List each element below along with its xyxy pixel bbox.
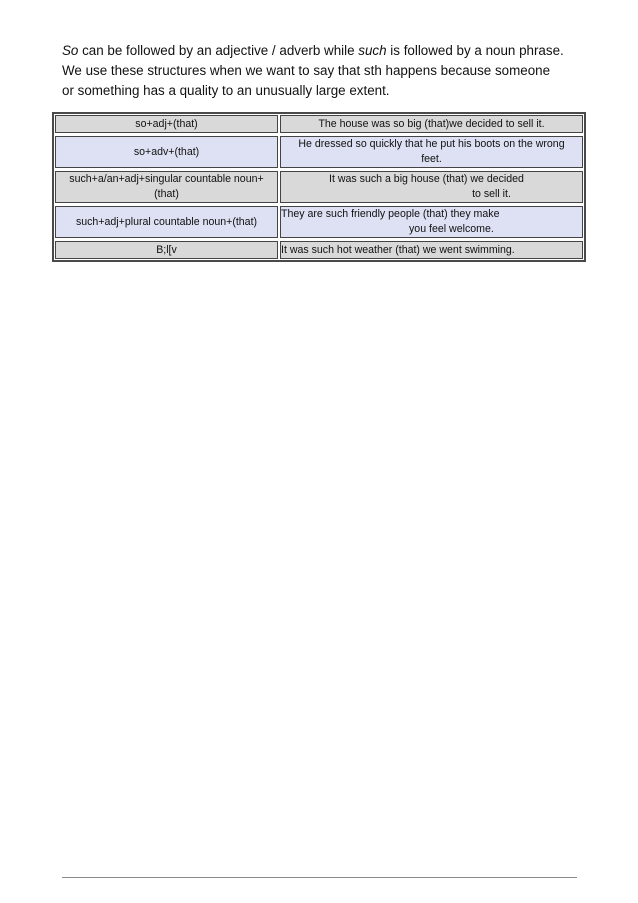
table-row	[54, 114, 584, 134]
intro-line-1	[62, 41, 602, 61]
table-row	[54, 204, 584, 239]
table-row	[54, 239, 584, 260]
example-text-line-1: He dressed so quickly that he put his boots on the wrong	[298, 138, 565, 150]
example-cell	[280, 115, 583, 133]
structure-text: such+adj+plural countable noun+(that)	[75, 215, 258, 228]
table-row	[54, 169, 584, 204]
structure-text-line-2: (that)	[154, 188, 179, 200]
example-cell	[280, 136, 583, 168]
intro-line-2: We use these structures when we want to say that sth happens because someone	[62, 63, 551, 78]
example-text-line-2: feet.	[421, 153, 442, 165]
word-so: So	[62, 43, 79, 58]
example-text-line-1: It was such a big house (that) we decided	[329, 173, 524, 185]
structure-text: so+adj+(that)	[135, 117, 198, 130]
structure-cell	[55, 241, 278, 259]
table-row	[54, 134, 584, 169]
word-such: such	[358, 43, 387, 58]
example-text-line-2: to sell it.	[472, 188, 511, 200]
structure-cell	[55, 206, 278, 238]
example-text-line-1: They are such friendly people (that) they make	[281, 208, 500, 220]
example-cell	[280, 171, 583, 203]
example-cell	[280, 206, 583, 238]
structure-cell	[55, 115, 278, 133]
structure-text: B;l[v	[156, 243, 177, 256]
structure-cell	[55, 171, 278, 203]
structure-text-line-1: such+a/an+adj+singular countable noun+	[69, 173, 264, 185]
intro-line-1-part-b: is followed by a noun phrase.	[386, 43, 564, 58]
example-text-line-2: you feel welcome.	[409, 223, 494, 235]
example-cell	[280, 241, 583, 259]
intro-paragraph	[62, 41, 602, 101]
grammar-table	[52, 112, 586, 262]
structure-text: so+adv+(that)	[133, 145, 200, 158]
intro-line-1-part-a: can be followed by an adjective / adverb while	[78, 43, 359, 58]
footer-divider	[62, 877, 577, 878]
example-text: The house was so big (that)we decided to sell it.	[318, 117, 545, 130]
structure-cell	[55, 136, 278, 168]
example-text: It was such hot weather (that) we went swimming.	[281, 243, 515, 256]
intro-line-3: or something has a quality to an unusually large extent.	[62, 83, 390, 98]
